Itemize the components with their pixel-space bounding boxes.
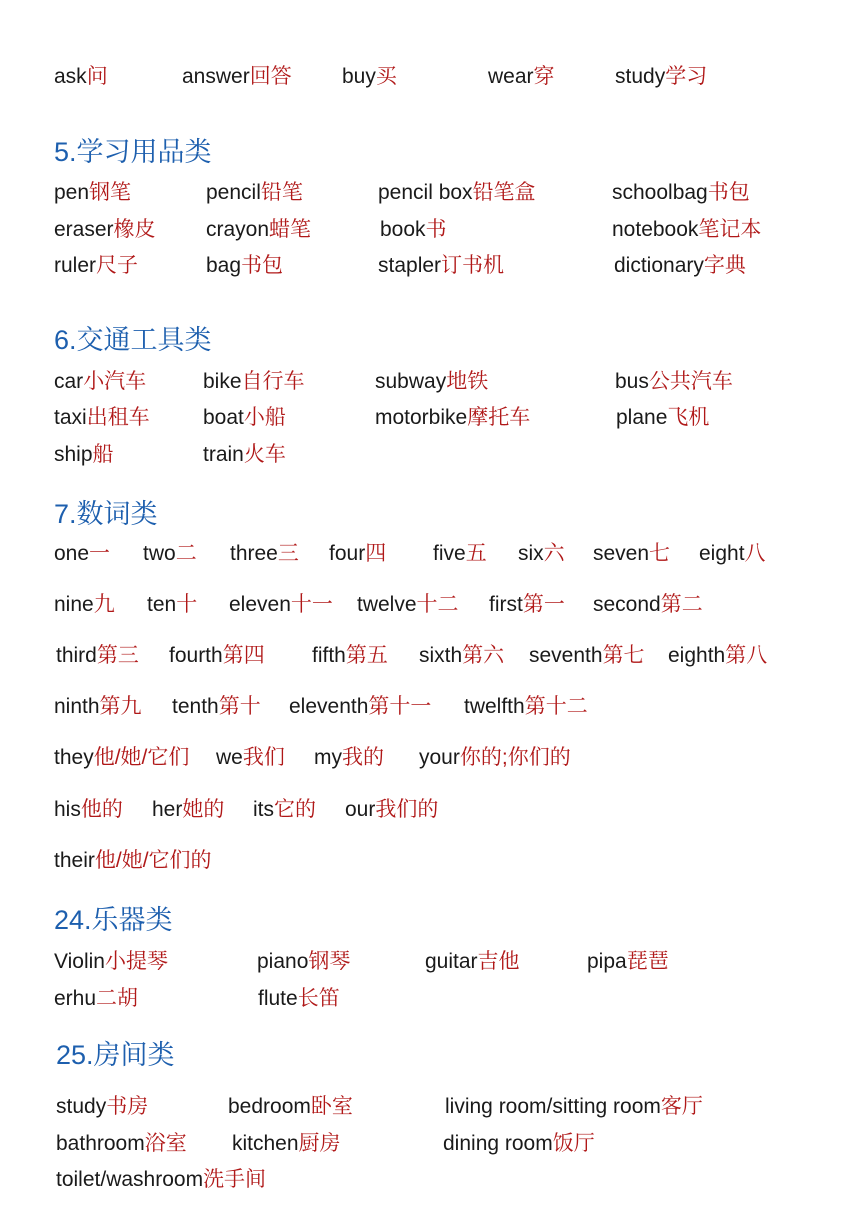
vocab-item [419, 743, 571, 773]
vocab-item [529, 641, 645, 671]
vocab-item [375, 403, 530, 433]
vocab-item [443, 1129, 595, 1159]
vocab-item [314, 743, 384, 773]
chinese-meaning: 买 [375, 65, 397, 88]
chinese-meaning: 书房 [106, 1095, 149, 1118]
chinese-meaning: 第一 [522, 593, 565, 616]
english-word: wear [488, 65, 534, 88]
chinese-meaning: 一 [89, 542, 111, 565]
vocab-item [203, 403, 286, 433]
chinese-meaning: 十一 [290, 593, 333, 616]
vocab-item [172, 692, 261, 722]
english-word: car [54, 370, 84, 393]
chinese-meaning: 回答 [249, 65, 292, 88]
vocab-item [378, 178, 536, 208]
english-word: ten [147, 593, 177, 616]
vocab-item [425, 947, 520, 977]
english-word: notebook [612, 218, 699, 241]
vocab-item [258, 984, 340, 1014]
english-word: ninth [54, 695, 100, 718]
english-word: bike [203, 370, 242, 393]
english-word: sixth [419, 644, 463, 667]
english-word: twelve [357, 593, 417, 616]
english-word: they [54, 746, 94, 769]
chinese-meaning: 第六 [462, 644, 505, 667]
vocab-item [616, 403, 709, 433]
vocab-item [143, 539, 197, 569]
english-word: answer [182, 65, 250, 88]
english-word: toilet/washroom [56, 1168, 204, 1191]
chinese-meaning: 第八 [725, 644, 768, 667]
chinese-meaning: 洗手间 [203, 1168, 267, 1191]
chinese-meaning: 第三 [96, 644, 139, 667]
vocab-item [206, 215, 311, 245]
vocab-item [253, 795, 316, 825]
english-word: first [489, 593, 523, 616]
vocab-item [54, 590, 115, 620]
english-word: three [230, 542, 278, 565]
english-word: flute [258, 987, 298, 1010]
vocab-item [593, 539, 670, 569]
vocab-item [229, 590, 333, 620]
english-word: tenth [172, 695, 219, 718]
vocab-item [54, 251, 138, 281]
chinese-meaning: 书 [425, 218, 447, 241]
vocab-item [206, 251, 283, 281]
english-word: pencil [206, 181, 261, 204]
chinese-meaning: 他/她/它们的 [94, 849, 212, 872]
vocab-item [182, 62, 292, 92]
vocab-item [345, 795, 438, 825]
section-heading: 6.交通工具类 [54, 325, 212, 355]
section-heading: 5.学习用品类 [54, 137, 212, 167]
english-word: book [380, 218, 426, 241]
chinese-meaning: 订书机 [441, 254, 505, 277]
english-word: your [419, 746, 460, 769]
vocab-item [228, 1092, 353, 1122]
chinese-meaning: 他/她/它们 [93, 746, 190, 769]
section-heading: 25.房间类 [56, 1040, 175, 1070]
english-word: their [54, 849, 95, 872]
chinese-meaning: 客厅 [660, 1095, 703, 1118]
chinese-meaning: 学习 [665, 65, 708, 88]
chinese-meaning: 八 [744, 542, 766, 565]
vocab-item [612, 215, 761, 245]
english-word: fifth [312, 644, 346, 667]
english-word: six [518, 542, 544, 565]
chinese-meaning: 书包 [241, 254, 284, 277]
vocab-item [614, 251, 746, 281]
chinese-meaning: 我们的 [375, 798, 439, 821]
vocab-item [375, 367, 488, 397]
english-word: fourth [169, 644, 223, 667]
english-word: dining room [443, 1132, 553, 1155]
vocab-item [169, 641, 265, 671]
vocab-item [488, 62, 555, 92]
english-word: kitchen [232, 1132, 299, 1155]
english-word: two [143, 542, 176, 565]
chinese-meaning: 二胡 [96, 987, 139, 1010]
vocab-item [419, 641, 504, 671]
chinese-meaning: 飞机 [667, 406, 710, 429]
english-word: taxi [54, 406, 87, 429]
vocab-item [380, 215, 447, 245]
chinese-meaning: 长笛 [297, 987, 340, 1010]
english-word: pencil box [378, 181, 473, 204]
chinese-meaning: 五 [465, 542, 487, 565]
vocab-item [152, 795, 224, 825]
english-word: our [345, 798, 376, 821]
english-word: third [56, 644, 97, 667]
chinese-meaning: 钢琴 [308, 950, 351, 973]
chinese-meaning: 火车 [243, 443, 286, 466]
vocab-item [433, 539, 487, 569]
chinese-meaning: 船 [92, 443, 114, 466]
english-word: subway [375, 370, 447, 393]
english-word: study [615, 65, 666, 88]
chinese-meaning: 它的 [274, 798, 316, 821]
chinese-meaning: 铅笔 [260, 181, 303, 204]
english-word: its [253, 798, 274, 821]
chinese-meaning: 摩托车 [467, 406, 531, 429]
chinese-meaning: 公共汽车 [648, 370, 733, 393]
english-word: her [152, 798, 183, 821]
english-word: study [56, 1095, 107, 1118]
vocab-item [378, 251, 504, 281]
english-word: eight [699, 542, 745, 565]
chinese-meaning: 小提琴 [104, 950, 168, 973]
chinese-meaning: 小船 [243, 406, 286, 429]
vocab-item [593, 590, 703, 620]
chinese-meaning: 三 [277, 542, 299, 565]
chinese-meaning: 自行车 [241, 370, 305, 393]
vocab-item [54, 947, 168, 977]
english-word: nine [54, 593, 94, 616]
english-word: ruler [54, 254, 97, 277]
vocab-item [699, 539, 766, 569]
chinese-meaning: 字典 [703, 254, 746, 277]
vocab-item [357, 590, 459, 620]
english-word: bedroom [228, 1095, 311, 1118]
chinese-meaning: 他的 [80, 798, 123, 821]
vocab-item [54, 692, 142, 722]
english-word: eleventh [289, 695, 369, 718]
english-word: five [433, 542, 466, 565]
english-word: we [216, 746, 243, 769]
vocab-item [206, 178, 303, 208]
vocab-item [312, 641, 388, 671]
english-word: bathroom [56, 1132, 145, 1155]
chinese-meaning: 七 [649, 542, 671, 565]
vocab-item [615, 367, 733, 397]
chinese-meaning: 十二 [416, 593, 459, 616]
english-word: ask [54, 65, 87, 88]
chinese-meaning: 问 [86, 65, 108, 88]
chinese-meaning: 浴室 [144, 1132, 187, 1155]
vocab-item [612, 178, 750, 208]
chinese-meaning: 饭厅 [552, 1132, 595, 1155]
english-word: buy [342, 65, 376, 88]
chinese-meaning: 吉他 [477, 950, 520, 973]
english-word: plane [616, 406, 668, 429]
vocab-item [289, 692, 431, 722]
vocab-item [56, 1092, 148, 1122]
vocab-item [54, 62, 108, 92]
english-word: seventh [529, 644, 603, 667]
vocab-item [342, 62, 397, 92]
section-heading: 7.数词类 [54, 499, 158, 529]
vocab-item [232, 1129, 341, 1159]
chinese-meaning: 我们 [242, 746, 285, 769]
english-word: bus [615, 370, 649, 393]
english-word: stapler [378, 254, 442, 277]
chinese-meaning: 蜡笔 [269, 218, 312, 241]
vocab-item [329, 539, 386, 569]
english-word: schoolbag [612, 181, 708, 204]
vocab-item [54, 846, 212, 876]
chinese-meaning: 第五 [345, 644, 388, 667]
chinese-meaning: 第二 [660, 593, 703, 616]
vocab-item [587, 947, 669, 977]
vocab-item [56, 1129, 187, 1159]
vocab-item [54, 795, 123, 825]
vocab-item [489, 590, 565, 620]
vocab-item [54, 178, 131, 208]
chinese-meaning: 尺子 [96, 254, 139, 277]
english-word: pipa [587, 950, 627, 973]
chinese-meaning: 卧室 [310, 1095, 353, 1118]
chinese-meaning: 厨房 [298, 1132, 341, 1155]
chinese-meaning: 地铁 [446, 370, 489, 393]
vocab-item [216, 743, 285, 773]
chinese-meaning: 六 [543, 542, 565, 565]
english-word: Violin [54, 950, 105, 973]
english-word: boat [203, 406, 244, 429]
chinese-meaning: 第十 [218, 695, 261, 718]
vocab-item [230, 539, 299, 569]
chinese-meaning: 铅笔盒 [472, 181, 536, 204]
vocab-item [445, 1092, 703, 1122]
english-word: crayon [206, 218, 270, 241]
english-word: his [54, 798, 81, 821]
english-word: seven [593, 542, 650, 565]
vocab-item [54, 539, 110, 569]
chinese-meaning: 二 [175, 542, 197, 565]
vocab-item [615, 62, 707, 92]
english-word: ship [54, 443, 93, 466]
english-word: twelfth [464, 695, 525, 718]
chinese-meaning: 书包 [707, 181, 750, 204]
chinese-meaning: 小汽车 [83, 370, 147, 393]
vocab-item [54, 215, 156, 245]
english-word: one [54, 542, 90, 565]
chinese-meaning: 出租车 [86, 406, 150, 429]
vocab-item [203, 440, 286, 470]
vocab-item [518, 539, 565, 569]
vocab-item [257, 947, 350, 977]
english-word: guitar [425, 950, 478, 973]
vocab-item [56, 641, 139, 671]
english-word: second [593, 593, 661, 616]
vocab-item [54, 440, 114, 470]
chinese-meaning: 琵琶 [626, 950, 669, 973]
chinese-meaning: 四 [365, 542, 387, 565]
vocab-item [668, 641, 767, 671]
english-word: living room/sitting room [445, 1095, 661, 1118]
english-word: eleven [229, 593, 291, 616]
english-word: four [329, 542, 366, 565]
chinese-meaning: 笔记本 [698, 218, 762, 241]
chinese-meaning: 第七 [602, 644, 645, 667]
chinese-meaning: 穿 [533, 65, 555, 88]
english-word: train [203, 443, 244, 466]
chinese-meaning: 十 [176, 593, 198, 616]
english-word: piano [257, 950, 309, 973]
chinese-meaning: 第九 [99, 695, 142, 718]
english-word: pen [54, 181, 90, 204]
section-heading: 24.乐器类 [54, 905, 173, 935]
english-word: my [314, 746, 342, 769]
chinese-meaning: 第四 [222, 644, 265, 667]
chinese-meaning: 第十二 [524, 695, 588, 718]
chinese-meaning: 我的 [342, 746, 384, 769]
chinese-meaning: 她的 [182, 798, 225, 821]
vocab-item [54, 403, 150, 433]
english-word: eraser [54, 218, 114, 241]
english-word: bag [206, 254, 242, 277]
vocab-item [203, 367, 305, 397]
vocab-item [56, 1165, 266, 1195]
chinese-meaning: 九 [93, 593, 115, 616]
vocab-item [54, 984, 138, 1014]
english-word: eighth [668, 644, 726, 667]
vocab-item [54, 743, 189, 773]
vocab-item [464, 692, 588, 722]
chinese-meaning: 钢笔 [89, 181, 132, 204]
vocab-item [147, 590, 197, 620]
chinese-meaning: 第十一 [368, 695, 432, 718]
chinese-meaning: 橡皮 [113, 218, 156, 241]
english-word: motorbike [375, 406, 468, 429]
english-word: erhu [54, 987, 97, 1010]
english-word: dictionary [614, 254, 704, 277]
vocab-item [54, 367, 146, 397]
chinese-meaning: 你的;你们的 [459, 746, 571, 769]
